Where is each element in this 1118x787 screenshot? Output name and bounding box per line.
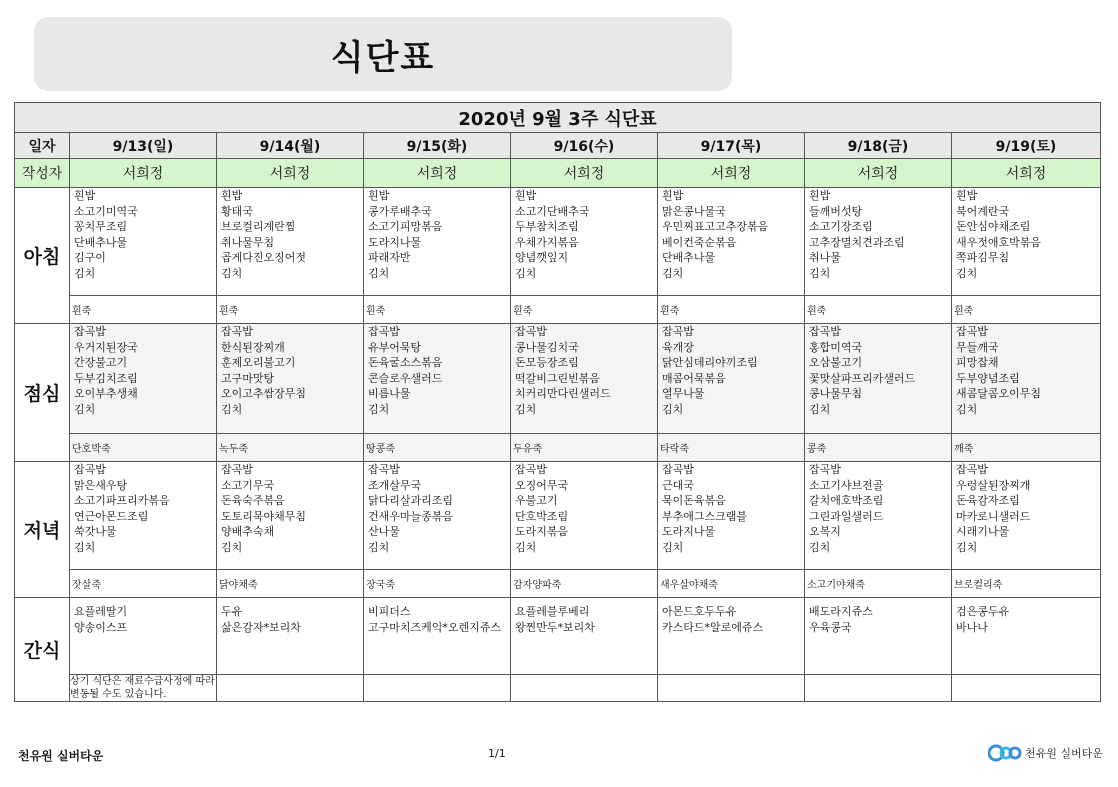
- empty-cell: [511, 675, 658, 702]
- menu-item: 새콤달콤오이무침: [956, 387, 1042, 400]
- empty-cell: [364, 675, 511, 702]
- menu-item: 소고기미역국: [74, 204, 138, 218]
- menu-item: 마카로니샐러드: [956, 509, 1031, 523]
- menu-item: 황태국: [221, 204, 253, 218]
- porridge-cell: 흰죽: [805, 296, 952, 324]
- menu-item: 김치: [221, 266, 243, 280]
- menu-item: 그린과일샐러드: [809, 509, 884, 523]
- menu-item: 김구이: [74, 251, 106, 264]
- menu-item: 소고기단배추국: [515, 204, 590, 218]
- menu-item: 흰밥: [221, 189, 243, 202]
- footer-logo: [988, 742, 1103, 764]
- menu-item: 돈육감자조림: [956, 494, 1020, 507]
- porridge-cell: 잣살죽: [70, 570, 217, 598]
- meal-cell: [70, 188, 217, 296]
- porridge-cell: 단호박죽: [70, 434, 217, 462]
- menu-item: 고구마맛탕: [221, 371, 275, 385]
- date-label: 일자: [15, 133, 70, 159]
- menu-item: 아몬드호두두유: [662, 605, 737, 618]
- meal-label: 점심: [15, 324, 70, 462]
- snack-cell: [511, 598, 658, 675]
- author-label: 작성자: [15, 159, 70, 188]
- snack-cell: [70, 598, 217, 675]
- footer-page-number: 1/1: [488, 747, 506, 760]
- menu-item: 오삼불고기: [809, 356, 863, 369]
- porridge-cell: 콩죽: [805, 434, 952, 462]
- menu-item: 치커리만다린샐러드: [515, 387, 611, 400]
- menu-item: 유부어묵탕: [368, 340, 422, 354]
- menu-item: 흰밥: [368, 189, 390, 202]
- porridge-cell: 흰죽: [952, 296, 1101, 324]
- menu-item: 근대국: [662, 478, 694, 492]
- day-header: 9/14(월): [217, 133, 364, 159]
- footer-logo-text: 천유원 실버타운: [1025, 747, 1103, 760]
- menu-item: 맑은새우탕: [74, 478, 128, 492]
- menu-item: 요플레딸기: [74, 605, 128, 618]
- menu-item: 김치: [515, 540, 537, 554]
- menu-item: 흰밥: [956, 189, 978, 202]
- menu-item: 김치: [221, 402, 243, 416]
- menu-item: 우육콩국: [809, 620, 852, 634]
- author-row: [15, 159, 1101, 188]
- menu-item: 파래자반: [368, 251, 411, 264]
- meal-label: 저녁: [15, 462, 70, 598]
- menu-item: 비름나물: [368, 387, 411, 400]
- menu-item: 김치: [74, 402, 96, 416]
- day-header: 9/19(토): [952, 133, 1101, 159]
- menu-item: 갈치애호박조림: [809, 494, 884, 507]
- document-title-box: [34, 17, 732, 91]
- meal-cell: [658, 188, 805, 296]
- menu-item: 김치: [74, 540, 96, 554]
- menu-item: 김치: [956, 266, 978, 280]
- meal-cell: [952, 462, 1101, 570]
- meal-cell: [511, 324, 658, 434]
- menu-item: 오이부추생채: [74, 387, 138, 400]
- snack-row: [15, 598, 1101, 675]
- author-cell: 서희정: [217, 159, 364, 188]
- porridge-cell: 흰죽: [70, 296, 217, 324]
- porridge-cell: 타락죽: [658, 434, 805, 462]
- meal-cell: [217, 462, 364, 570]
- menu-item: 잡곡밥: [368, 325, 400, 338]
- menu-item: 잡곡밥: [515, 325, 547, 338]
- snack-cell: [217, 598, 364, 675]
- menu-item: 돈모등장조림: [515, 356, 579, 369]
- porridge-cell: 땅콩죽: [364, 434, 511, 462]
- menu-item: 쪽파김무침: [956, 251, 1010, 264]
- author-cell: 서희정: [658, 159, 805, 188]
- menu-item: 잡곡밥: [221, 463, 253, 476]
- menu-item: 바나나: [956, 620, 988, 634]
- menu-item: 오복지: [809, 525, 841, 538]
- author-cell: 서희정: [511, 159, 658, 188]
- menu-item: 홍합미역국: [809, 340, 863, 354]
- meal-cell: [805, 462, 952, 570]
- meal-cell: [952, 324, 1101, 434]
- empty-cell: [952, 675, 1101, 702]
- menu-item: 북어계란국: [956, 204, 1010, 218]
- menu-item: 우채가지볶음: [515, 235, 579, 249]
- snack-cell: [805, 598, 952, 675]
- menu-item: 잡곡밥: [515, 463, 547, 476]
- menu-item: 김치: [515, 266, 537, 280]
- menu-item: 매콤어묵볶음: [662, 371, 726, 385]
- menu-item: 피망잡채: [956, 356, 999, 369]
- menu-item: 산나물: [368, 525, 400, 538]
- menu-item: 우불고기: [515, 494, 558, 507]
- menu-item: 단배추나물: [74, 235, 128, 249]
- menu-item: 도라지나물: [368, 235, 422, 249]
- porridge-cell: 흰죽: [364, 296, 511, 324]
- menu-item: 요플레블루베리: [515, 605, 590, 618]
- menu-item: 양념깻잎지: [515, 251, 569, 264]
- menu-item: 김치: [662, 540, 684, 554]
- day-header: 9/16(수): [511, 133, 658, 159]
- menu-item: 잡곡밥: [956, 463, 988, 476]
- day-header: 9/17(목): [658, 133, 805, 159]
- menu-item: 김치: [809, 266, 831, 280]
- empty-cell: [805, 675, 952, 702]
- menu-item: 베이컨죽순볶음: [662, 235, 737, 249]
- cwo-logo-icon: [988, 742, 1022, 764]
- meal-cell: [364, 188, 511, 296]
- menu-item: 배도라지쥬스: [809, 605, 873, 618]
- menu-item: 김치: [809, 402, 831, 416]
- menu-item: 우민찌표고고추장볶음: [662, 220, 769, 233]
- porridge-cell: 흰죽: [217, 296, 364, 324]
- menu-item: 돈육굴소스볶음: [368, 356, 443, 369]
- meal-cell: [217, 188, 364, 296]
- note-row: [15, 675, 1101, 702]
- menu-item: 김치: [368, 402, 390, 416]
- menu-table: [14, 102, 1101, 702]
- meal-row: [15, 462, 1101, 570]
- menu-item: 조개살무국: [368, 478, 422, 492]
- menu-item: 열무나물: [662, 387, 705, 400]
- porridge-cell: 브로컬리죽: [952, 570, 1101, 598]
- menu-item: 잡곡밥: [809, 463, 841, 476]
- menu-item: 취나물: [809, 251, 841, 264]
- menu-item: 김치: [74, 266, 96, 280]
- menu-item: 육개장: [662, 340, 694, 354]
- menu-item: 우렁살된장찌개: [956, 478, 1031, 492]
- menu-item: 단호박조림: [515, 509, 569, 523]
- menu-item: 훈제오리불고기: [221, 356, 296, 369]
- menu-item: 돈육숙주볶음: [221, 494, 285, 507]
- menu-item: 간장불고기: [74, 356, 128, 369]
- menu-item: 콩가루배추국: [368, 204, 432, 218]
- meal-cell: [364, 462, 511, 570]
- menu-item: 우거지된장국: [74, 340, 138, 354]
- menu-item: 소고기장조림: [809, 220, 873, 233]
- porridge-row: [15, 570, 1101, 598]
- author-cell: 서희정: [70, 159, 217, 188]
- date-header-row: [15, 133, 1101, 159]
- menu-item: 묵이돈육볶음: [662, 494, 726, 507]
- author-cell: 서희정: [364, 159, 511, 188]
- menu-item: 닭다리살과리조림: [368, 494, 454, 507]
- menu-item: 부추애그스크램블: [662, 509, 748, 523]
- porridge-row: [15, 296, 1101, 324]
- porridge-cell: 감자양파죽: [511, 570, 658, 598]
- menu-item: 김치: [662, 266, 684, 280]
- menu-item: 고추장멸치견과조림: [809, 235, 905, 249]
- empty-cell: [217, 675, 364, 702]
- menu-item: 김치: [515, 402, 537, 416]
- menu-item: 꽃맛살파프리카샐러드: [809, 371, 916, 385]
- snack-cell: [364, 598, 511, 675]
- menu-item: 꽁치무조림: [74, 220, 128, 233]
- porridge-row: [15, 434, 1101, 462]
- menu-item: 들깨버섯탕: [809, 204, 863, 218]
- menu-item: 소고기파프리카볶음: [74, 494, 170, 507]
- menu-item: 소고기피망볶음: [368, 220, 443, 233]
- porridge-cell: 새우살야채죽: [658, 570, 805, 598]
- menu-item: 잡곡밥: [956, 325, 988, 338]
- day-header: 9/18(금): [805, 133, 952, 159]
- menu-item: 취나물무침: [221, 235, 275, 249]
- menu-item: 김치: [809, 540, 831, 554]
- empty-cell: [658, 675, 805, 702]
- menu-item: 떡갈비그린빈볶음: [515, 371, 601, 385]
- menu-item: 시래기나물: [956, 525, 1010, 538]
- porridge-cell: 두유죽: [511, 434, 658, 462]
- menu-item: 소고기무국: [221, 478, 275, 492]
- menu-item: 김치: [956, 402, 978, 416]
- menu-item: 오이고추쌈장무침: [221, 387, 307, 400]
- menu-item: 김치: [221, 540, 243, 554]
- menu-note: 상기 식단은 재료수급사정에 따라 변동될 수도 있습니다.: [70, 676, 215, 700]
- menu-item: 콩나물무침: [809, 387, 863, 400]
- day-header: 9/13(일): [70, 133, 217, 159]
- porridge-cell: 소고기야채죽: [805, 570, 952, 598]
- porridge-cell: 녹두죽: [217, 434, 364, 462]
- menu-item: 흰밥: [662, 189, 684, 202]
- menu-item: 무들깨국: [956, 340, 999, 354]
- snack-cell: [658, 598, 805, 675]
- menu-item: 흰밥: [74, 189, 96, 202]
- meal-row: [15, 188, 1101, 296]
- menu-item: 콘슬로우샐러드: [368, 371, 443, 385]
- menu-item: 잡곡밥: [221, 325, 253, 338]
- menu-item: 잡곡밥: [368, 463, 400, 476]
- menu-item: 양송이스프: [74, 620, 128, 634]
- menu-item: 비피더스: [368, 605, 411, 618]
- menu-item: 곱게다진오징어젓: [221, 251, 307, 264]
- meal-cell: [217, 324, 364, 434]
- author-cell: 서희정: [952, 159, 1101, 188]
- menu-item: 한식된장찌개: [221, 340, 285, 354]
- menu-item: 두부참치조림: [515, 220, 579, 233]
- author-cell: 서희정: [805, 159, 952, 188]
- menu-item: 잡곡밥: [74, 325, 106, 338]
- menu-item: 김치: [662, 402, 684, 416]
- meal-cell: [658, 462, 805, 570]
- menu-item: 왕찐만두*보리차: [515, 620, 595, 634]
- menu-item: 김치: [368, 540, 390, 554]
- menu-item: 검은콩두유: [956, 605, 1010, 618]
- meal-cell: [805, 188, 952, 296]
- menu-item: 브로컬리계란찜: [221, 220, 296, 233]
- porridge-cell: 닭야채죽: [217, 570, 364, 598]
- meal-cell: [511, 188, 658, 296]
- meal-cell: [70, 462, 217, 570]
- menu-item: 잡곡밥: [662, 463, 694, 476]
- meal-label: 간식: [15, 598, 70, 702]
- menu-item: 돈안심야채조림: [956, 220, 1031, 233]
- menu-item: 맑은콩나물국: [662, 204, 726, 218]
- menu-item: 흰밥: [515, 189, 537, 202]
- menu-item: 닭안심데리야끼조림: [662, 356, 758, 369]
- menu-item: 잡곡밥: [74, 463, 106, 476]
- menu-item: 두부양념조림: [956, 371, 1020, 385]
- menu-item: 흰밥: [809, 189, 831, 202]
- menu-item: 고구마치즈케익*오렌지쥬스: [368, 620, 502, 634]
- porridge-cell: 장국죽: [364, 570, 511, 598]
- day-header: 9/15(화): [364, 133, 511, 159]
- menu-item: 김치: [368, 266, 390, 280]
- menu-item: 도라지볶음: [515, 525, 569, 538]
- meal-cell: [70, 324, 217, 434]
- menu-item: 새우젓애호박볶음: [956, 235, 1042, 249]
- menu-item: 단배추나물: [662, 251, 716, 264]
- menu-item: 카스타드*알로에쥬스: [662, 620, 764, 634]
- porridge-cell: 깨죽: [952, 434, 1101, 462]
- meal-cell: [658, 324, 805, 434]
- menu-item: 잡곡밥: [809, 325, 841, 338]
- meal-cell: [511, 462, 658, 570]
- menu-item: 도라지나물: [662, 525, 716, 538]
- meal-cell: [805, 324, 952, 434]
- footer-org: 천유원 실버타운: [18, 749, 104, 763]
- meal-row: [15, 324, 1101, 434]
- table-caption: 2020년 9월 3주 식단표: [15, 103, 1101, 133]
- menu-item: 콩나물김치국: [515, 340, 579, 354]
- meal-cell: [364, 324, 511, 434]
- menu-item: 양배추숙채: [221, 525, 275, 538]
- snack-cell: [952, 598, 1101, 675]
- menu-item: 오징어무국: [515, 478, 569, 492]
- menu-item: 두유: [221, 605, 243, 618]
- menu-item: 쑥갓나물: [74, 525, 117, 538]
- porridge-cell: 흰죽: [511, 296, 658, 324]
- meal-cell: [952, 188, 1101, 296]
- document-title: 식단표: [330, 37, 436, 78]
- porridge-cell: 흰죽: [658, 296, 805, 324]
- menu-item: 잡곡밥: [662, 325, 694, 338]
- menu-item: 소고기샤브전골: [809, 478, 884, 492]
- menu-item: 두부김치조림: [74, 371, 138, 385]
- menu-item: 도토리묵야채무침: [221, 509, 307, 523]
- meal-label: 아침: [15, 188, 70, 324]
- menu-item: 건새우마늘종볶음: [368, 509, 454, 523]
- menu-item: 연근아몬드조림: [74, 509, 149, 523]
- menu-item: 삶은감자*보리차: [221, 620, 301, 634]
- menu-item: 김치: [956, 540, 978, 554]
